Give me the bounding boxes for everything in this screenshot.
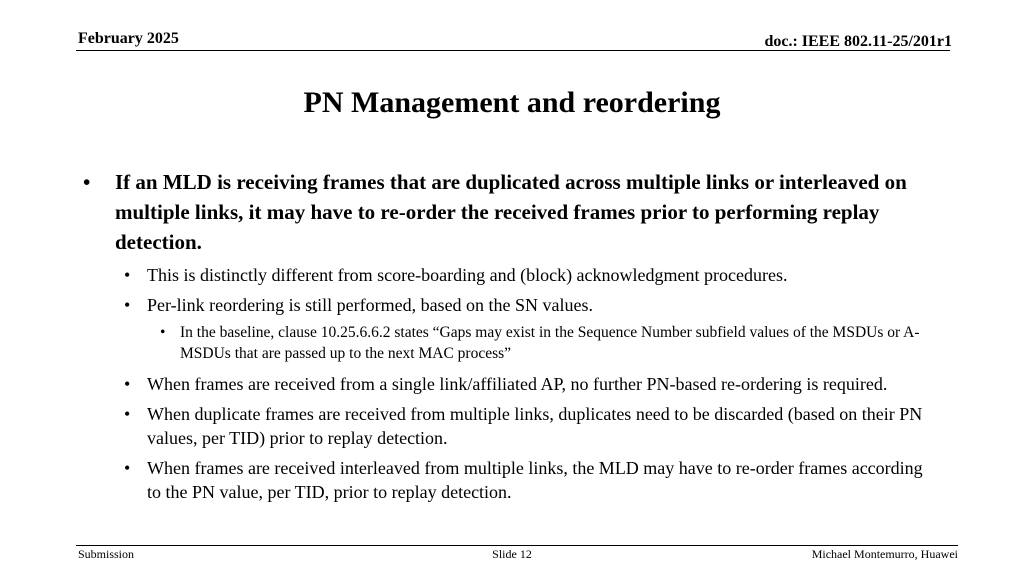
- bullet-marker: •: [83, 170, 91, 194]
- bullet-level1: [80, 167, 915, 257]
- bullet-level2: [80, 263, 937, 287]
- bullet-marker: •: [124, 295, 131, 315]
- bullet-text: When frames are received from a single link/affiliated AP, no further PN-based re-ordering is required.: [147, 374, 888, 394]
- header-date: February 2025: [78, 30, 179, 47]
- bullet-level2: [80, 402, 937, 450]
- bullet-text: When duplicate frames are received from multiple links, duplicates need to be discarded (based on their PN values, per TID) prior to replay detection.: [147, 404, 923, 448]
- bullet-text: In the baseline, clause 10.25.6.6.2 states “Gaps may exist in the Sequence Number subfield values of the MSDUs or A-MSDUs that are passed up to the next MAC process”: [180, 324, 920, 362]
- bullet-marker: •: [124, 265, 131, 285]
- bullet-text: This is distinctly different from score-boarding and (block) acknowledgment procedures.: [147, 265, 788, 285]
- bullet-marker: •: [124, 374, 131, 394]
- bullet-marker: •: [124, 458, 131, 478]
- bullet-marker: •: [124, 404, 131, 424]
- bullet-level3: [80, 322, 940, 364]
- bullet-text: When frames are received interleaved from multiple links, the MLD may have to re-order frames according to the PN value, per TID, prior to replay detection.: [147, 458, 923, 502]
- header-doc-id: doc.: IEEE 802.11-25/201r1: [764, 33, 952, 50]
- footer-submission: Submission: [78, 547, 135, 561]
- footer-divider: [76, 545, 958, 546]
- header-divider: [76, 50, 950, 51]
- bullet-text: If an MLD is receiving frames that are duplicated across multiple links or interleaved on multiple links, it may have to re-order the received frames prior to performing replay detection.: [115, 170, 907, 254]
- bullet-text: Per-link reordering is still performed, based on the SN values.: [147, 295, 594, 315]
- footer-slide-number: Slide 12: [492, 547, 532, 561]
- slide-content: [80, 167, 960, 510]
- bullet-level2: [80, 293, 937, 317]
- bullet-marker: •: [160, 324, 166, 341]
- footer-author: Michael Montemurro, Huawei: [811, 547, 958, 561]
- bullet-level2: [80, 372, 937, 396]
- slide-title: PN Management and reordering: [303, 86, 721, 119]
- bullet-level2: [80, 456, 937, 504]
